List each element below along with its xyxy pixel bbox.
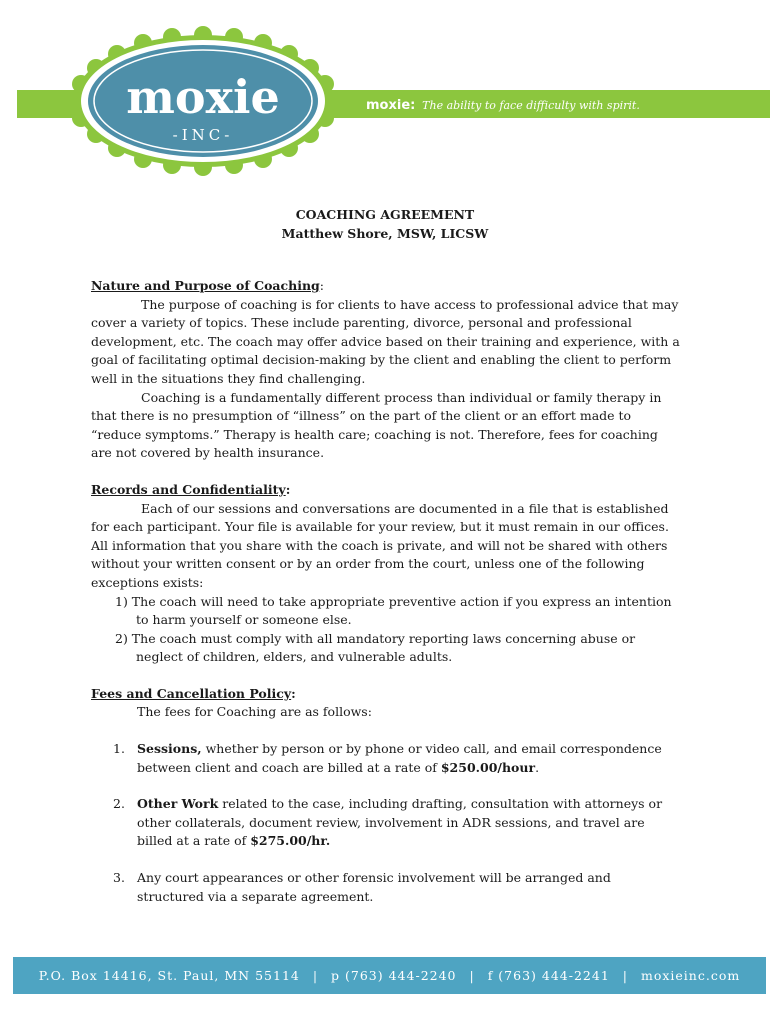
fees-intro: The fees for Coaching are as follows: <box>137 704 372 720</box>
fee-item-lead: Other Work <box>137 796 219 812</box>
section-heading-fees: Fees and Cancellation Policy <box>91 685 292 701</box>
section-records <box>91 481 681 667</box>
paragraph-purpose: The purpose of coaching is for clients to have access to professional advice that may cover a variety of topics. These include parenting, divorce, personal and professional development, etc. The coach may offer advice based on their training and experience, with a goal of facilitating optimal decision-making by the client and enabling the client to perform well in the situations they find challenging. <box>91 296 680 386</box>
fee-item-court <box>91 869 681 906</box>
exceptions-list <box>91 593 681 667</box>
fee-item-number: 2. <box>113 796 125 812</box>
logo-sub: -INC- <box>172 126 234 144</box>
tagline-motto: The ability to face difficulty with spirit. <box>422 99 640 112</box>
fee-list <box>91 740 681 906</box>
exception-item: 1) The coach will need to take appropriate preventive action if you express an intention to harm yourself or someone else. <box>115 593 672 628</box>
footer-website-link[interactable]: moxieinc.com <box>640 968 741 983</box>
document-subtitle: Matthew Shore, MSW, LICSW <box>281 226 489 241</box>
paragraph-difference: Coaching is a fundamentally different process than individual or family therapy in that there is no presumption of “illness” on the part of the client or an effort made to “reduce symptoms.” Therapy is health care; coaching is not. Therefore, fees for coaching are not covered by health insurance. <box>91 389 662 461</box>
fee-item-text: whether by person or by phone or video call, and email correspondence between client and coach are billed at a rate of <box>137 741 662 775</box>
moxie-logo <box>58 16 348 186</box>
footer-separator: | <box>622 968 628 983</box>
footer-separator: | <box>469 968 475 983</box>
fee-item-tail: . <box>535 759 540 775</box>
fee-item-other-work <box>91 795 681 851</box>
fee-item-rate: $250.00/hour <box>440 759 536 775</box>
footer-phone: p (763) 444-2240 <box>331 968 457 983</box>
section-heading-line <box>91 277 681 296</box>
tagline <box>366 95 640 115</box>
fee-item-sessions <box>91 740 681 777</box>
logo-wordmark: moxie <box>126 70 280 124</box>
tagline-brand: moxie: <box>366 98 416 113</box>
section-heading-records: Records and Confidentiality <box>91 481 286 497</box>
footer-separator: | <box>312 968 319 983</box>
fee-item-rate: $275.00/hr. <box>250 833 331 849</box>
document-title: COACHING AGREEMENT <box>295 207 475 222</box>
section-heading-line <box>91 481 681 500</box>
fee-item-lead: Sessions, <box>137 741 202 757</box>
section-nature <box>91 277 681 463</box>
fee-item-text: Any court appearances or other forensic involvement will be arranged and structured via a separate agreement. <box>137 870 611 904</box>
paragraph-records: Each of our sessions and conversations are documented in a file that is established for each participant. Your file is available for your review, but it must remain in our offices. All information that you share with the coach is private, and will not be shared with others without your written consent or by an order from the court, unless one of the following exceptions exists: <box>91 500 669 590</box>
footer-contact-bar <box>13 957 766 994</box>
section-heading-line <box>91 685 681 704</box>
fee-item-number: 1. <box>113 741 125 757</box>
fee-item-text: related to the case, including drafting, consultation with attorneys or other collaterals, document review, involvement in ADR sessions, and travel are billed at a rate of <box>137 796 663 849</box>
section-heading-nature: Nature and Purpose of Coaching <box>91 278 320 293</box>
fee-item-number: 3. <box>113 870 125 886</box>
heading-colon: : <box>285 481 291 497</box>
heading-colon: : <box>319 278 324 293</box>
document-body <box>91 277 681 924</box>
exception-item: 2) The coach must comply with all mandatory reporting laws concerning abuse or neglect of children, elders, and vulnerable adults. <box>115 630 636 665</box>
footer-address: P.O. Box 14416, St. Paul, MN 55114 <box>38 968 300 983</box>
footer-fax: f (763) 444-2241 <box>487 968 610 983</box>
heading-colon: : <box>291 685 296 701</box>
section-fees <box>91 685 681 906</box>
document-title-block <box>0 205 770 243</box>
